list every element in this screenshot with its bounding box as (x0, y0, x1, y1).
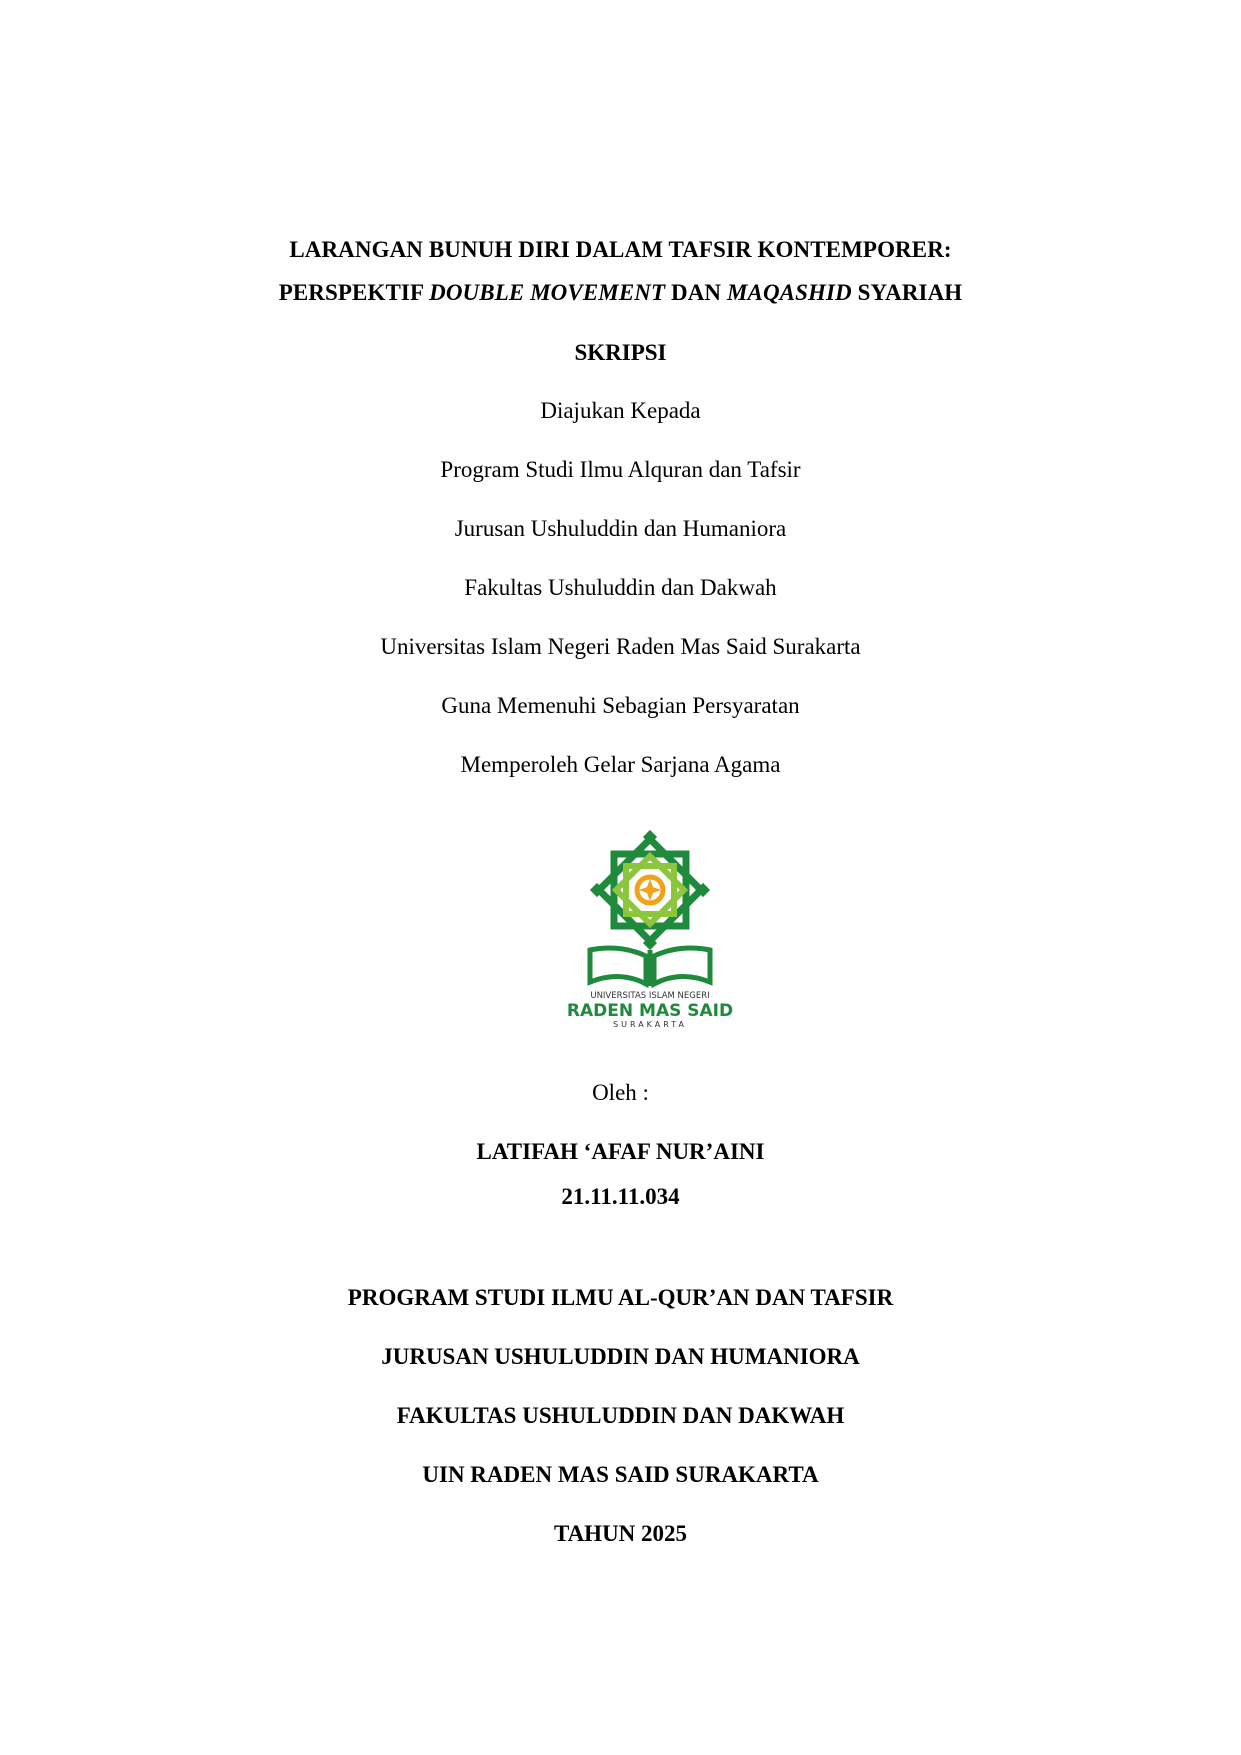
by-label: Oleh : (592, 1080, 649, 1105)
footer-line: JURUSAN USHULUDDIN DAN HUMANIORA (381, 1344, 860, 1369)
star-emblem (590, 830, 710, 950)
submission-line: Guna Memenuhi Sebagian Persyaratan (441, 693, 800, 718)
footer-line: UIN RADEN MAS SAID SURAKARTA (422, 1462, 819, 1487)
title-text: SYARIAH (851, 280, 963, 305)
title-italic-term: DOUBLE MOVEMENT (429, 280, 666, 305)
title-line-1: LARANGAN BUNUH DIRI DALAM TAFSIR KONTEMPORER: (289, 237, 952, 262)
title-italic-term: MAQASHID (726, 280, 852, 305)
author-name: LATIFAH ‘AFAF NUR’AINI (476, 1139, 765, 1164)
logo-text-bottom: SURAKARTA (613, 1020, 687, 1029)
footer-line: PROGRAM STUDI ILMU AL-QUR’AN DAN TAFSIR (347, 1285, 894, 1310)
title-line-2 (0, 280, 1241, 306)
submission-line: Fakultas Ushuluddin dan Dakwah (464, 575, 777, 600)
submission-line: Program Studi Ilmu Alquran dan Tafsir (440, 457, 801, 482)
logo-text-top: UNIVERSITAS ISLAM NEGERI (590, 991, 710, 1001)
document-type: SKRIPSI (574, 340, 667, 365)
submission-line: Memperoleh Gelar Sarjana Agama (460, 752, 781, 777)
submission-line: Diajukan Kepada (540, 398, 701, 423)
student-id: 21.11.11.034 (561, 1184, 680, 1209)
logo-text-main: RADEN MAS SAID (566, 1001, 734, 1021)
submission-line: Jurusan Ushuluddin dan Humaniora (454, 516, 787, 541)
submission-line: Universitas Islam Negeri Raden Mas Said Surakarta (380, 634, 861, 659)
footer-line: FAKULTAS USHULUDDIN DAN DAKWAH (396, 1403, 845, 1428)
university-logo (566, 832, 734, 1029)
footer-line: TAHUN 2025 (553, 1521, 688, 1546)
book-icon (590, 948, 710, 986)
title-text: PERSPEKTIF (278, 280, 430, 305)
title-text: DAN (665, 280, 727, 305)
